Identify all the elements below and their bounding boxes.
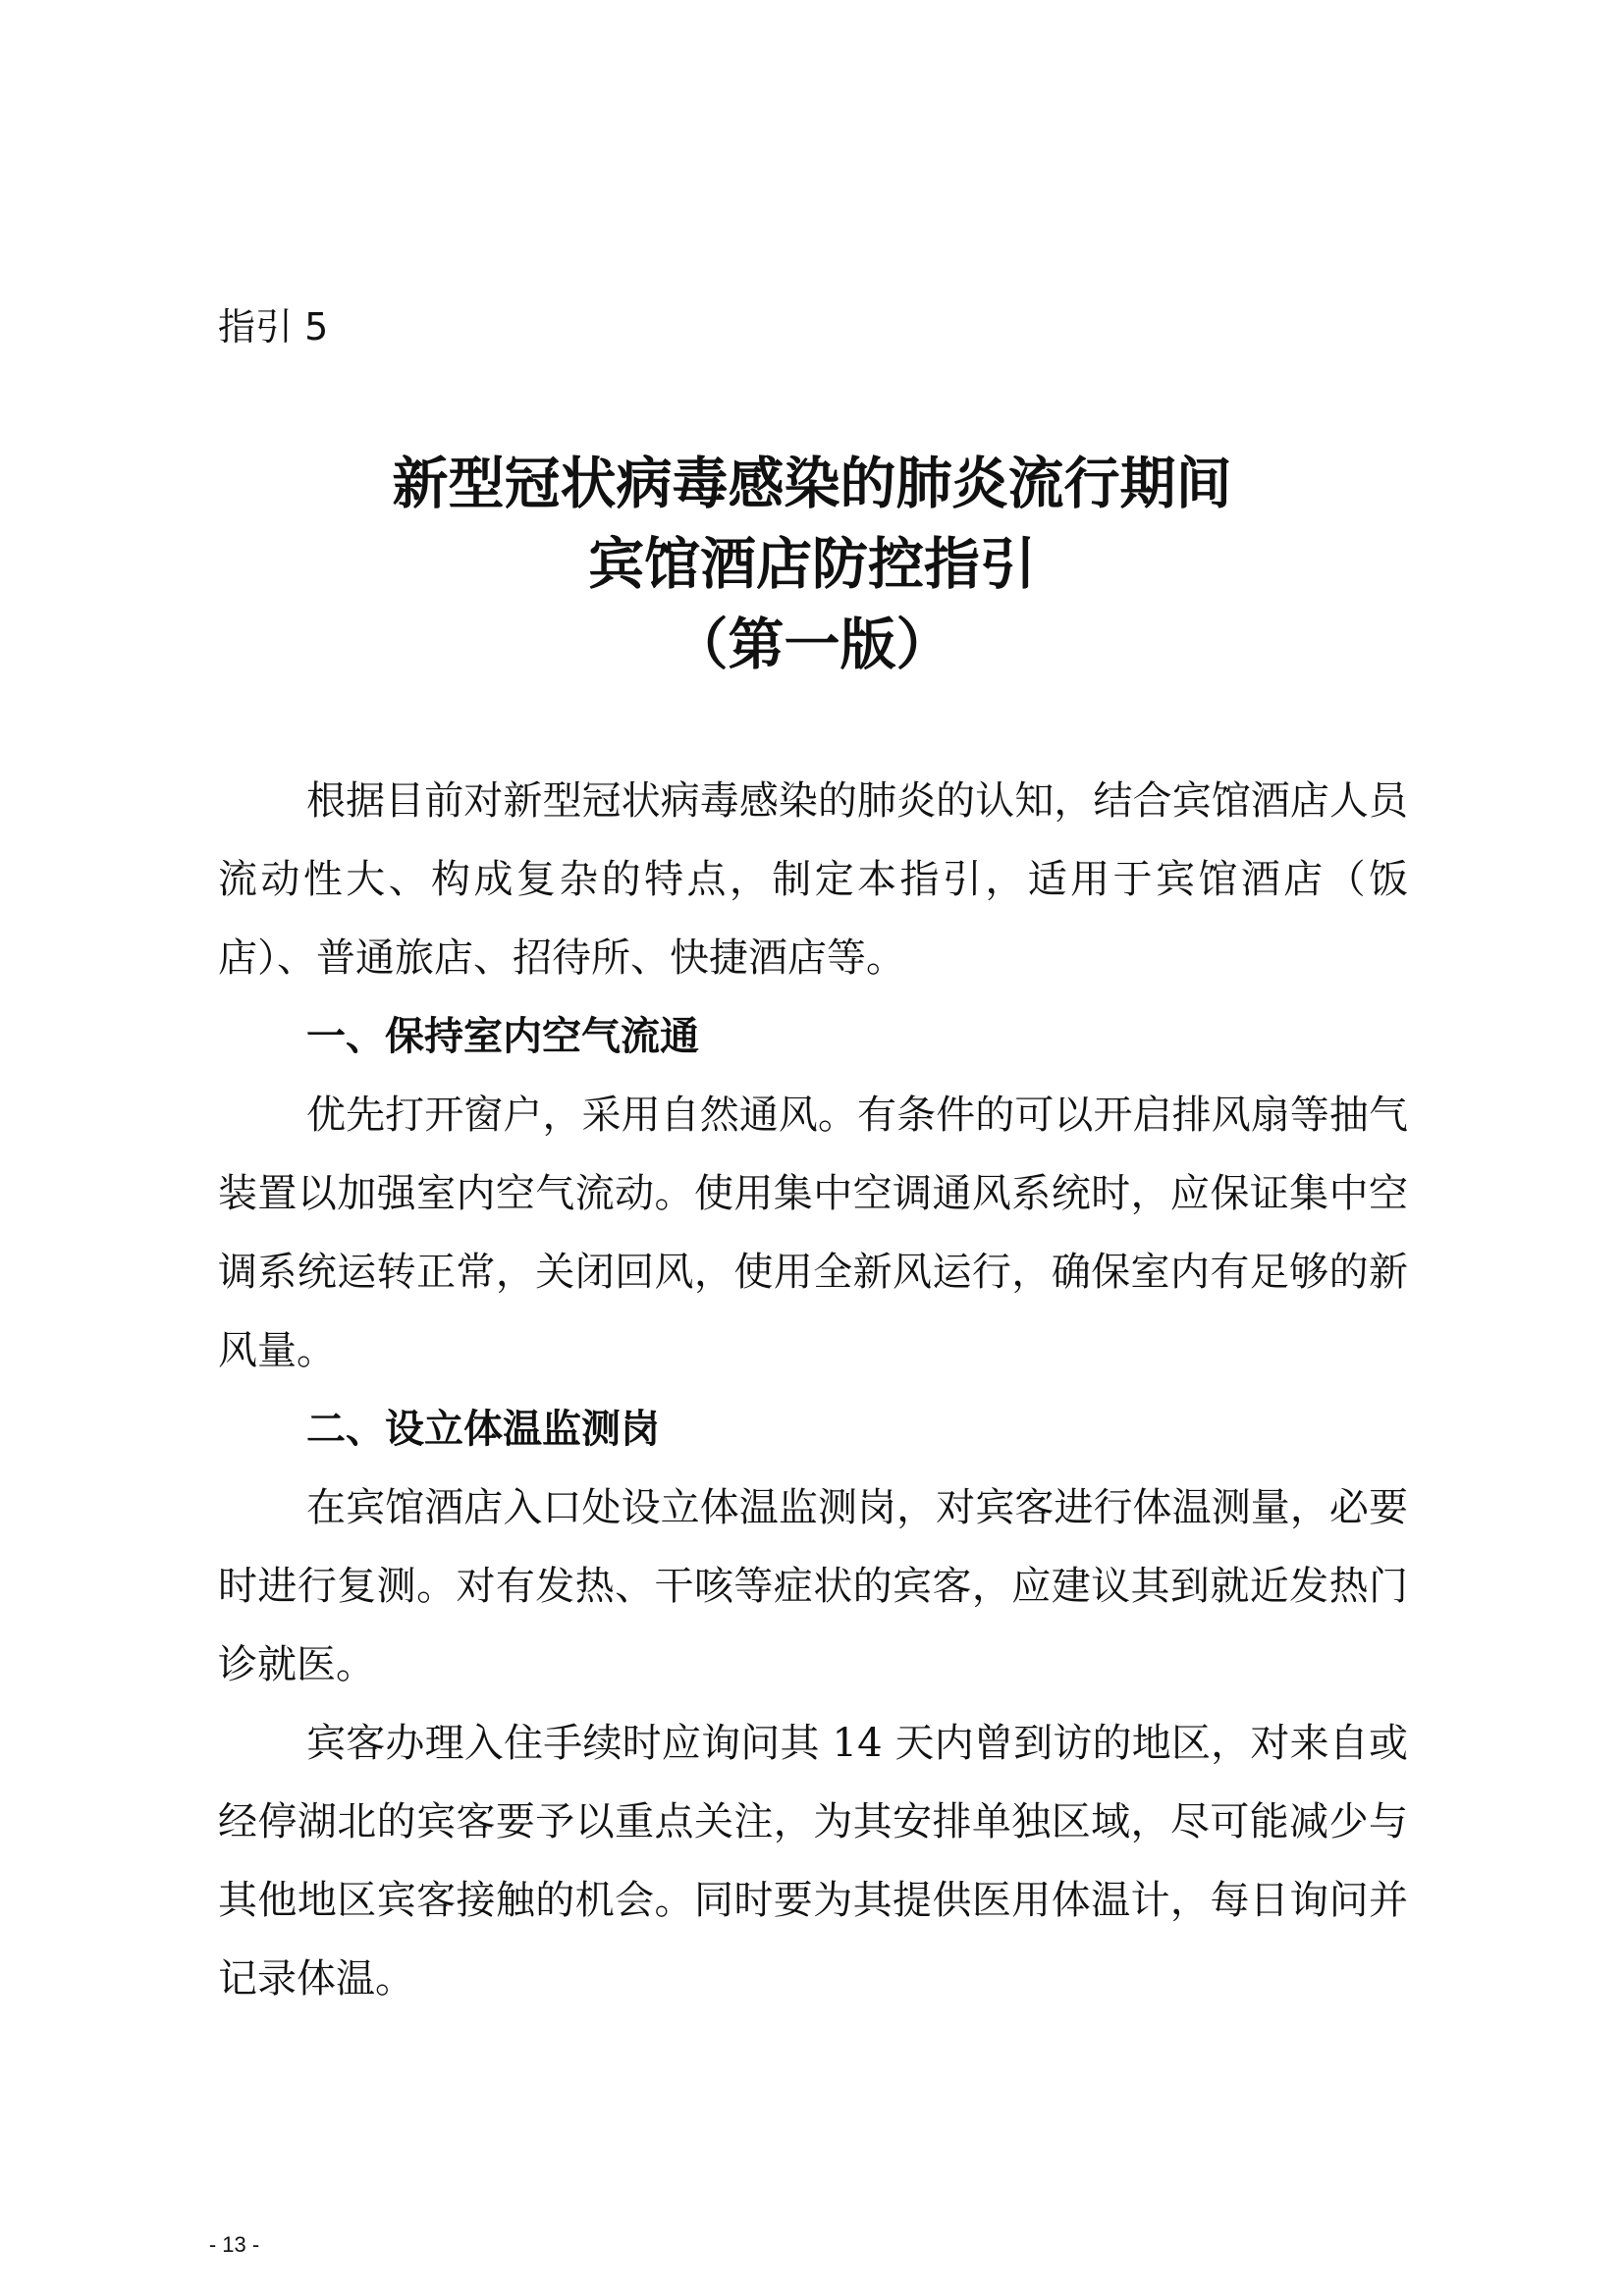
ventilation-paragraph: 优先打开窗户，采用自然通风。有条件的可以开启排风扇等抽气装置以加强室内空气流动。使用集中空调通风系统时，应保证集中空调系统运转正常，关闭回风，使用全新风运行，确保室内有足够的新风量。 <box>218 1093 1408 1373</box>
intro-paragraph: 根据目前对新型冠状病毒感染的肺炎的认知，结合宾馆酒店人员流动性大、构成复杂的特点，制定本指引，适用于宾馆酒店（饭店）、普通旅店、招待所、快捷酒店等。 <box>218 778 1408 981</box>
section-heading-temperature: 二、设立体温监测岗 <box>306 1407 660 1452</box>
page-number: - 13 - <box>208 2232 260 2257</box>
temperature-paragraph-2: 宾客办理入住手续时应询问其 14 天内曾到访的地区，对来自或经停湖北的宾客要予以重点关注，为其安排单独区域，尽可能减少与其他地区宾客接触的机会。同时要为其提供医用体温计，每日询问并记录体温。 <box>218 1721 1408 2002</box>
temperature-paragraph-1: 在宾馆酒店入口处设立体温监测岗，对宾客进行体温测量，必要时进行复测。对有发热、干咳等症状的宾客，应建议其到就近发热门诊就医。 <box>218 1485 1408 1687</box>
title-line-2: 宾馆酒店防控指引 <box>588 531 1036 597</box>
guideline-label: 指引 5 <box>218 305 329 348</box>
title-line-1: 新型冠状病毒感染的肺炎流行期间 <box>392 451 1232 516</box>
section-heading-ventilation: 一、保持室内空气流通 <box>306 1014 699 1059</box>
document-body <box>218 762 1408 2018</box>
document-title <box>0 444 1624 685</box>
title-line-3-edition: （第一版） <box>672 612 952 677</box>
